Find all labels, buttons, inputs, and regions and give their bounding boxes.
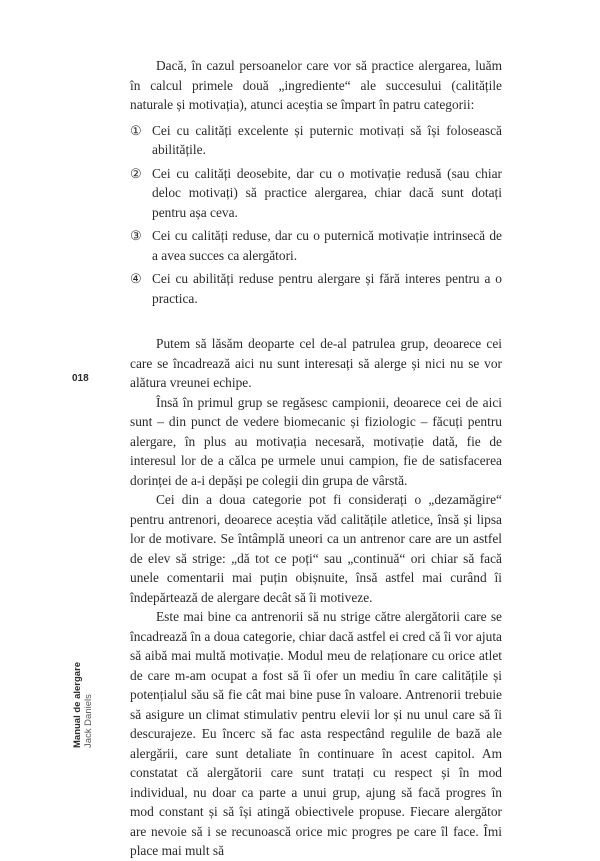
page-body xyxy=(130,56,502,861)
list-item-text: Cei cu abilități reduse pentru alergare și fără interes pentru a o practica. xyxy=(152,271,502,306)
list-item-text: Cei cu calități excelente și puternic motivați să își folosească abilitățile. xyxy=(152,122,502,157)
author-name: Jack Daniels xyxy=(83,694,94,748)
body-paragraph: Putem să lăsăm deoparte cel de-al patrulea grup, deoarece cei care se încadrează aici nu sunt interesați să alerge și nici nu se vor alătura vreunei echipe. xyxy=(130,336,502,390)
list-marker: ③ xyxy=(130,228,142,243)
page-number: 018 xyxy=(72,373,89,384)
list-marker: ② xyxy=(130,165,142,181)
list-marker: ④ xyxy=(130,271,142,286)
list-item xyxy=(130,226,502,265)
body-paragraph: Însă în primul grup se regăsesc campionii, deoarece cei de aici sunt – din punct de vedere biomecanic și fiziologic – făcuți pentru alergare, în plus au motivația necesară, motivație dată, fie de interesul lor de a călca pe urmele unui campion, fie de satisfacerea dorinței de a-i depăși pe colegii din grupa de vârstă. xyxy=(130,394,502,488)
running-header xyxy=(72,662,94,748)
list-item-text: Cei cu calități reduse, dar cu o puternică motivație intrinsecă de a avea succes ca alergători. xyxy=(152,228,502,263)
list-item xyxy=(130,269,502,308)
list-item xyxy=(130,164,502,223)
book-title: Manual de alergare xyxy=(72,661,83,748)
list-item-text: Cei cu calități deosebite, dar cu o motivație redusă (sau chiar deloc motivați) să practice alergarea, chiar dacă sunt dotați pentru așa ceva. xyxy=(152,165,502,220)
body-paragraph: Este mai bine ca antrenorii să nu strige către alergătorii care se încadrează în a doua categorie, chiar dacă astfel ei cred că îi vor ajuta să aibă mai multă motivație. Modul meu de relaționare cu orice atlet de care m-am ocupat a fost să îi ofer un mediu în care calitățile și potențialul său să fie cât mai bine puse în valoare. Antrenorii trebuie să asigure un climat stimulativ pentru elevii lor și nu unul care să îi descurajeze. Eu încerc să fac asta respectând regulile de bază ale alergării, care sunt detaliate în continuare în acest capitol. Am constatat că alergătorii care sunt tratați cu respect și în mod individual, nu doar ca parte a unui grup, ajung să facă progres în mod constant și să își atingă obiectivele propuse. Fiecare alergător are nevoie să i se recunoască orice mic progres pe care îl face. Îmi place mai mult să xyxy=(130,609,502,858)
body-paragraph: Cei din a doua categorie pot fi considerați o „dezamăgire“ pentru antrenori, deoarece aceștia văd calitățile atletice, însă și lipsa lor de motivare. Se întâmplă uneori ca un antrenor care are un astfel de elev să strige: „dă tot ce poți“ sau „continuă“ ori chiar să facă unele comentarii mai puțin obișnuite, însă astfel mai curând îi îndepărtează de alergare decât să îi motiveze. xyxy=(130,492,502,605)
list-item xyxy=(130,121,502,160)
intro-paragraph: Dacă, în cazul persoanelor care vor să practice alergarea, luăm în calcul primele două „ingrediente“ ale succesului (calitățile naturale și motivația), atunci aceștia se împart în patru categorii: xyxy=(130,58,502,112)
category-list xyxy=(130,121,502,309)
section-gap xyxy=(130,312,502,334)
list-marker: ① xyxy=(130,122,142,138)
